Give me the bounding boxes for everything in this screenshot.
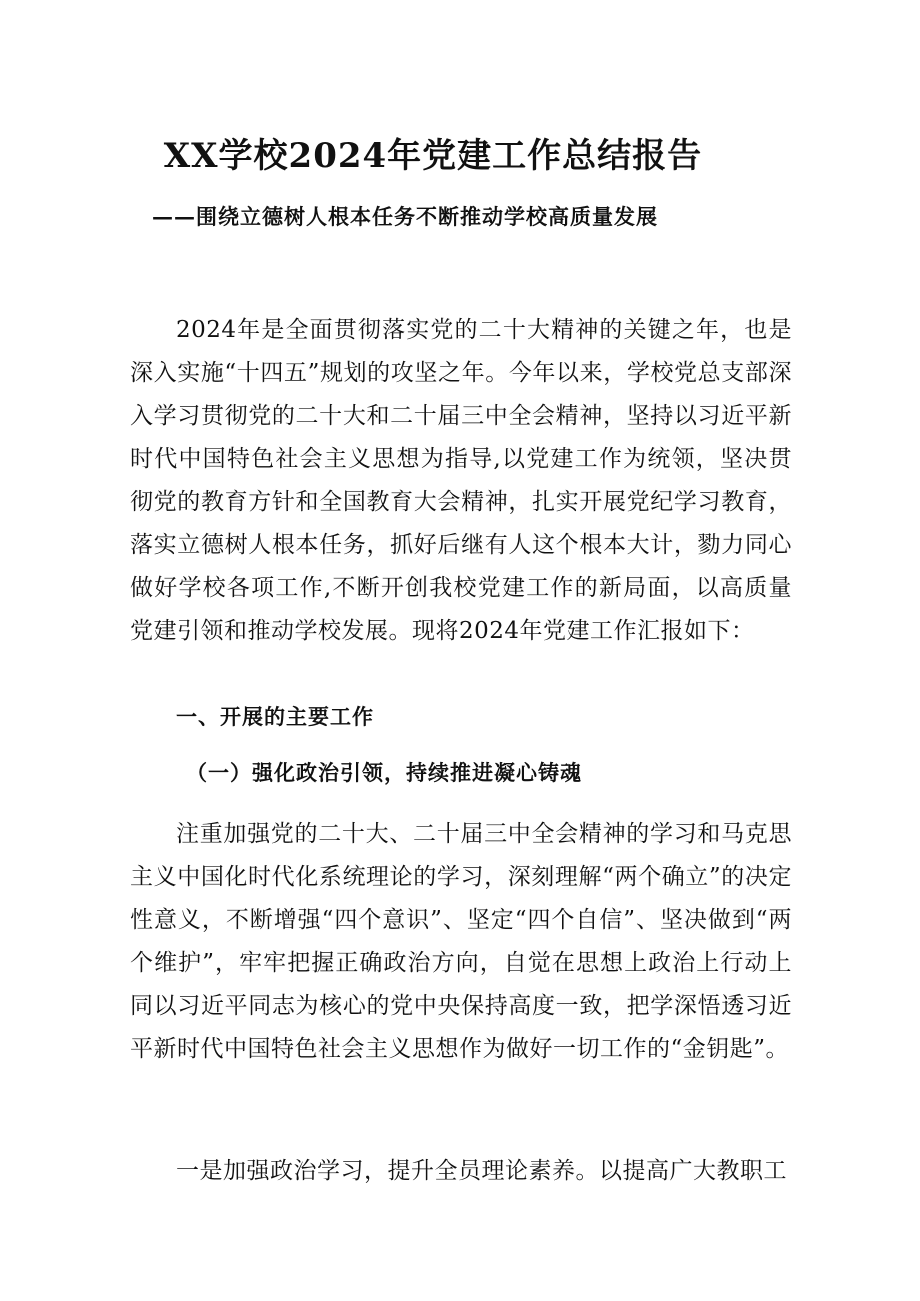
document-title: XX学校2024年党建工作总结报告 [163,136,703,176]
document-subtitle: ——围绕立德树人根本任务不断推动学校高质量发展 [152,204,658,229]
political-guidance-paragraph: 注重加强党的二十大、二十届三中全会精神的学习和马克思主义中国化时代化系统理论的学习，深刻理解“两个确立”的决定性意义，不断增强“四个意识”、坚定“四个自信”、坚决做到“两个维护”，牢牢把握正确政治方向，自觉在思想上政治上行动上同以习近平同志为核心的党中央保持高度一致，把学深悟透习近平新时代中国特色社会主义思想作为做好一切工作的“金钥匙”。 [130,821,792,1062]
intro-paragraph: 2024年是全面贯彻落实党的二十大精神的关键之年，也是深入实施“十四五”规划的攻坚之年。今年以来，学校党总支部深入学习贯彻党的二十大和二十届三中全会精神，坚持以习近平新时代中国特色社会主义思想为指导,以党建工作为统领，坚决贯彻党的教育方针和全国教育大会精神，扎实开展党纪学习教育，落实立德树人根本任务，抓好后继有人这个根本大计，勠力同心做好学校各项工作,不断开创我校党建工作的新局面，以高质量党建引领和推动学校发展。现将2024年党建工作汇报如下： [130,317,792,644]
subsection-heading-political-guidance: （一）强化政治引领，持续推进凝心铸魂 [186,761,582,785]
political-study-paragraph: 一是加强政治学习，提升全员理论素养。以提高广大教职工 [176,1158,787,1184]
section-heading-main-work: 一、开展的主要工作 [176,705,374,729]
